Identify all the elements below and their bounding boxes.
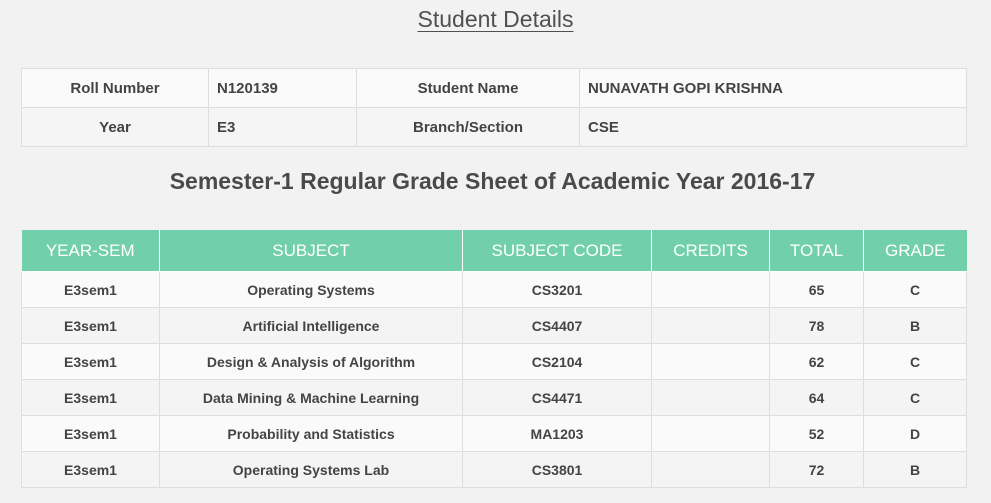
- table-row: [22, 452, 967, 488]
- cell-grade: B: [864, 452, 967, 488]
- grade-table-header: [22, 230, 967, 272]
- details-row-roll: [22, 69, 967, 108]
- cell-subject: Design & Analysis of Algorithm: [160, 344, 463, 380]
- table-row: [22, 272, 967, 308]
- cell-total: 78: [770, 308, 864, 344]
- header-total: TOTAL: [770, 230, 864, 272]
- header-subject: SUBJECT: [160, 230, 463, 272]
- cell-year-sem: E3sem1: [22, 344, 160, 380]
- branch-section-label: Branch/Section: [357, 108, 580, 147]
- cell-subject-code: CS4471: [463, 380, 652, 416]
- cell-subject-code: CS3201: [463, 272, 652, 308]
- table-row: [22, 416, 967, 452]
- details-row-year: [22, 108, 967, 147]
- cell-credits: [652, 344, 770, 380]
- cell-total: 64: [770, 380, 864, 416]
- grade-sheet-title: Semester-1 Regular Grade Sheet of Academic Year 2016-17: [169, 168, 816, 194]
- grade-table: [21, 230, 967, 488]
- cell-subject: Data Mining & Machine Learning: [160, 380, 463, 416]
- cell-subject-code: CS2104: [463, 344, 652, 380]
- cell-total: 52: [770, 416, 864, 452]
- cell-credits: [652, 416, 770, 452]
- cell-year-sem: E3sem1: [22, 272, 160, 308]
- year-label: Year: [22, 108, 209, 147]
- year-value: E3: [209, 108, 357, 147]
- cell-credits: [652, 452, 770, 488]
- header-grade: GRADE: [864, 230, 967, 272]
- table-row: [22, 308, 967, 344]
- student-details-table: [21, 68, 967, 147]
- header-credits: CREDITS: [652, 230, 770, 272]
- roll-number-label: Roll Number: [22, 69, 209, 108]
- cell-credits: [652, 272, 770, 308]
- cell-grade: D: [864, 416, 967, 452]
- cell-subject-code: CS3801: [463, 452, 652, 488]
- roll-number-value: N120139: [209, 69, 357, 108]
- table-row: [22, 344, 967, 380]
- student-name-value: NUNAVATH GOPI KRISHNA: [580, 69, 967, 108]
- cell-year-sem: E3sem1: [22, 380, 160, 416]
- cell-total: 72: [770, 452, 864, 488]
- header-subject-code: SUBJECT CODE: [463, 230, 652, 272]
- cell-year-sem: E3sem1: [22, 308, 160, 344]
- cell-grade: B: [864, 308, 967, 344]
- cell-year-sem: E3sem1: [22, 452, 160, 488]
- cell-credits: [652, 308, 770, 344]
- student-name-label: Student Name: [357, 69, 580, 108]
- cell-total: 62: [770, 344, 864, 380]
- cell-subject-code: MA1203: [463, 416, 652, 452]
- cell-credits: [652, 380, 770, 416]
- cell-subject: Probability and Statistics: [160, 416, 463, 452]
- cell-subject: Artificial Intelligence: [160, 308, 463, 344]
- cell-subject: Operating Systems Lab: [160, 452, 463, 488]
- page-title: Student Details: [417, 6, 574, 32]
- branch-section-value: CSE: [580, 108, 967, 147]
- cell-grade: C: [864, 380, 967, 416]
- cell-year-sem: E3sem1: [22, 416, 160, 452]
- cell-grade: C: [864, 272, 967, 308]
- cell-subject: Operating Systems: [160, 272, 463, 308]
- table-row: [22, 380, 967, 416]
- header-year-sem: YEAR-SEM: [22, 230, 160, 272]
- cell-subject-code: CS4407: [463, 308, 652, 344]
- cell-grade: C: [864, 344, 967, 380]
- cell-total: 65: [770, 272, 864, 308]
